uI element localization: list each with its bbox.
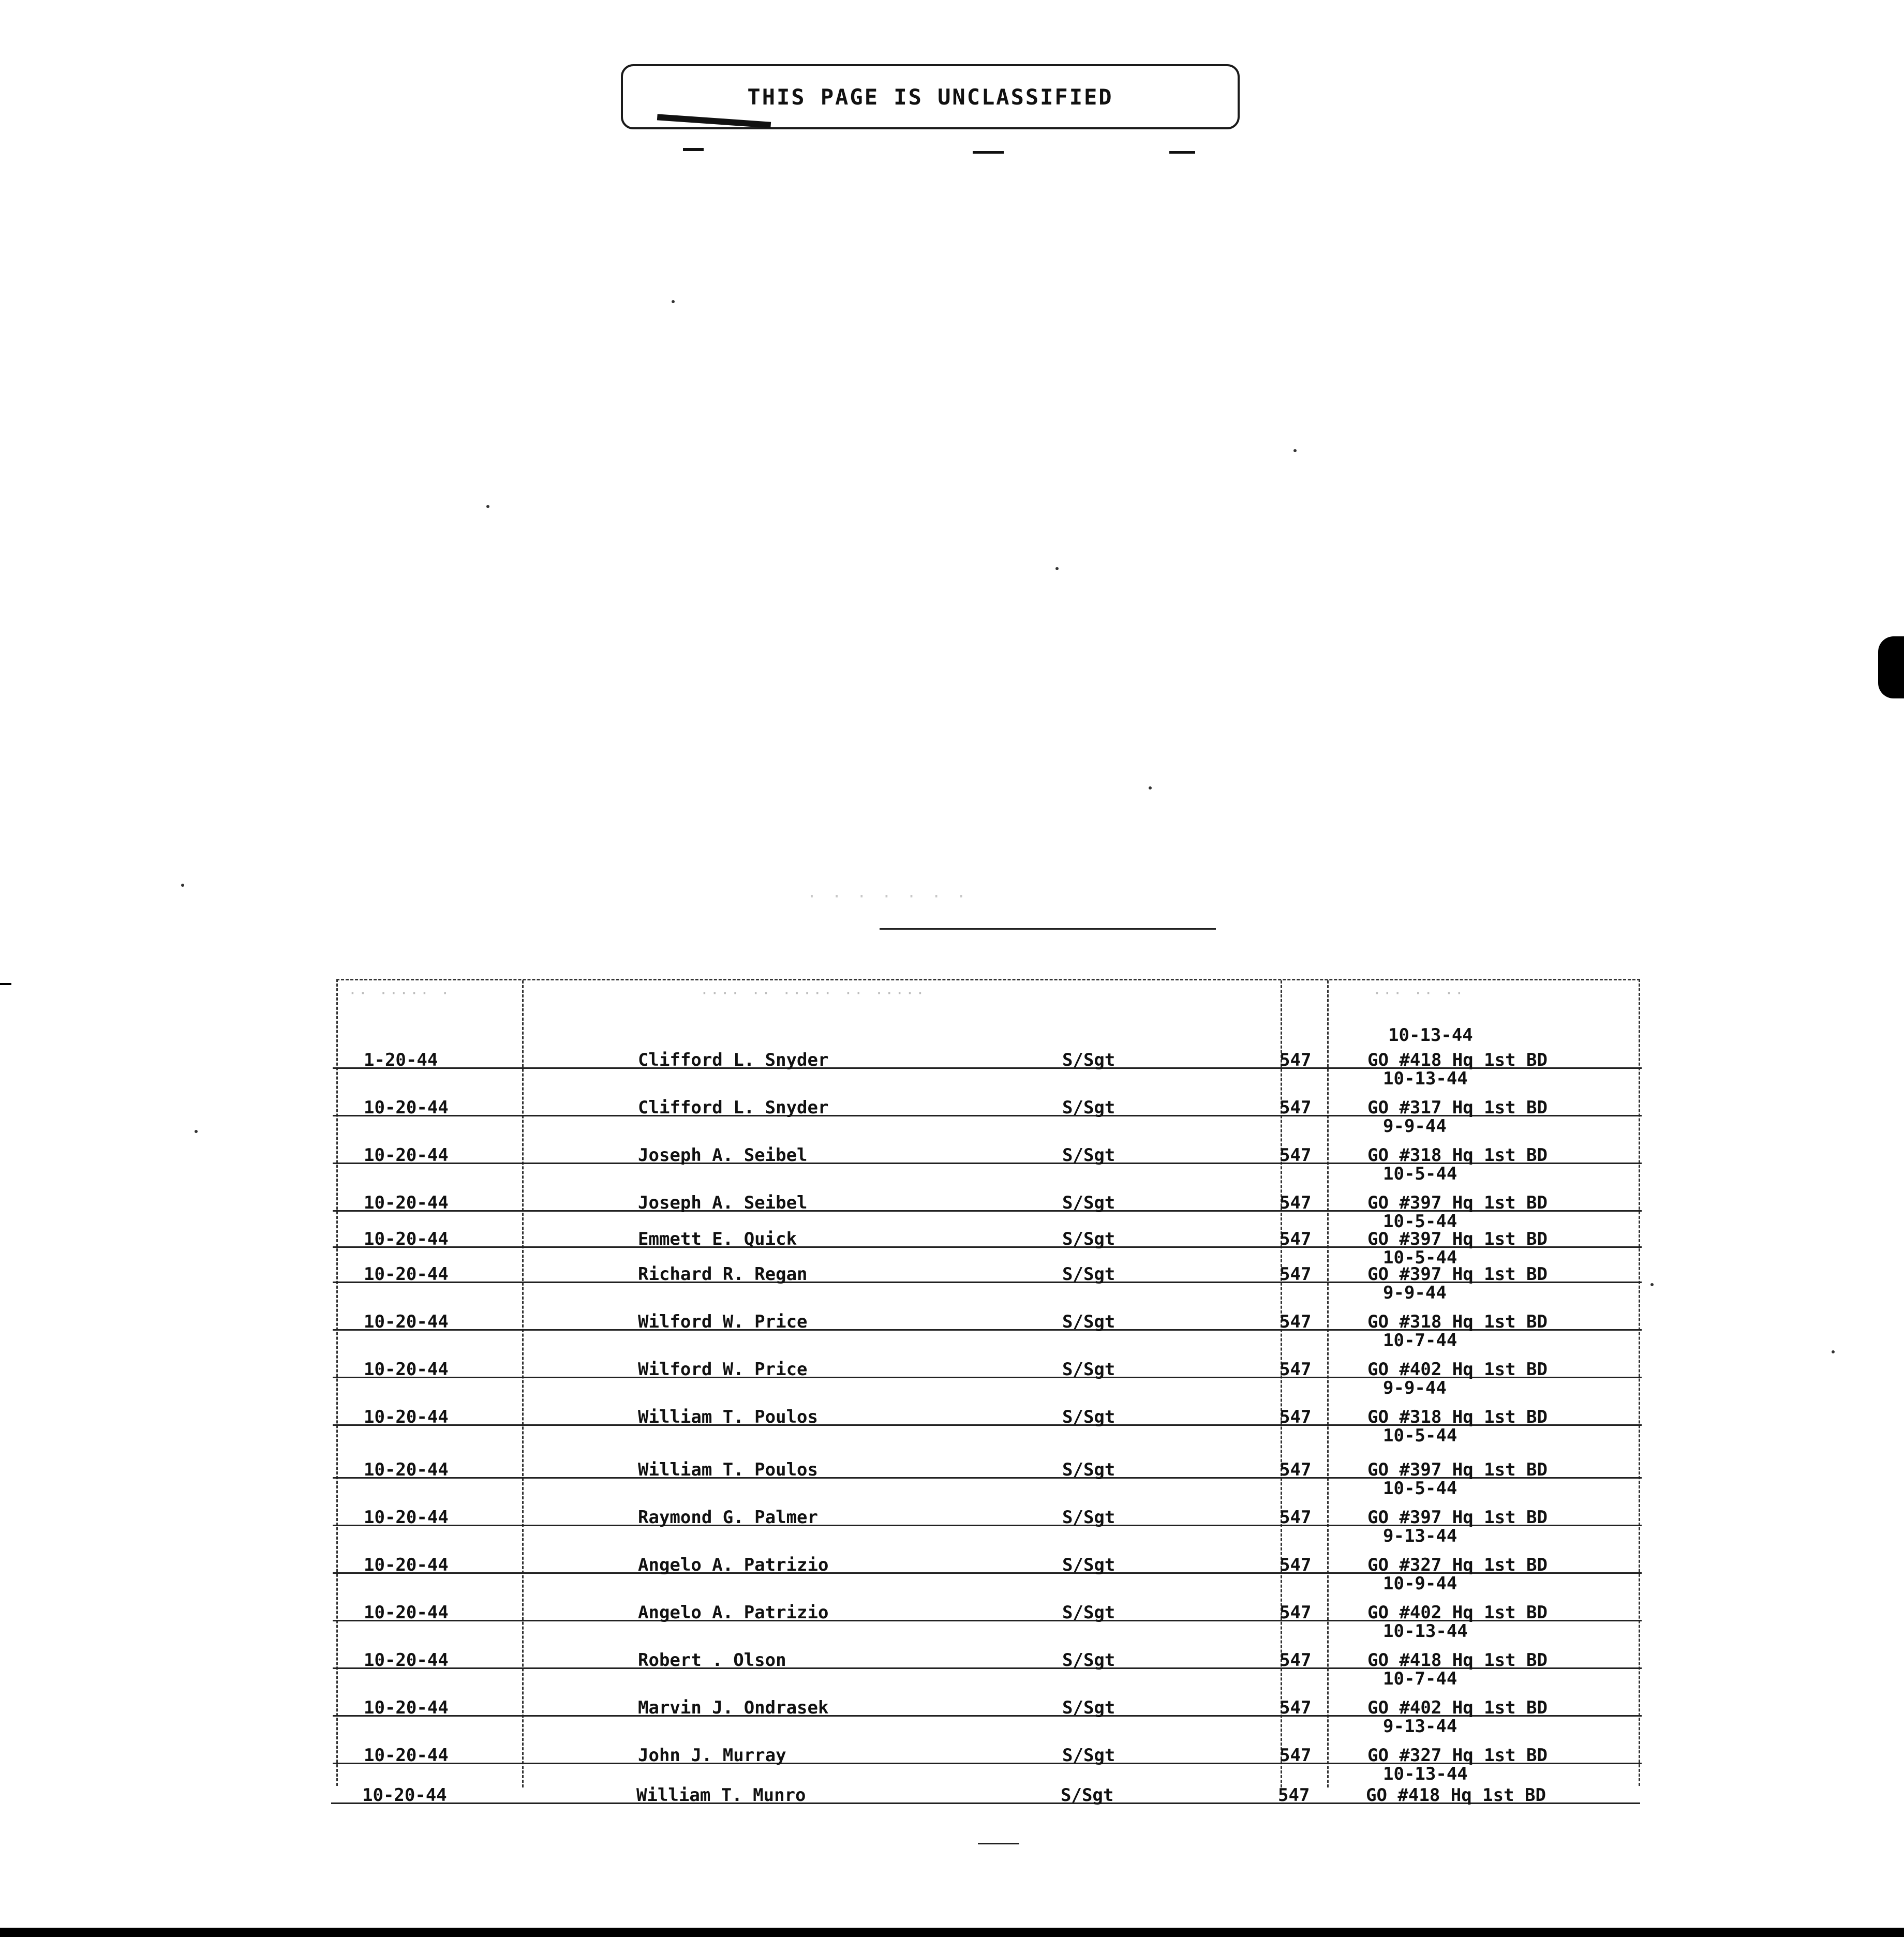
grade-cell: S/Sgt [1062, 1264, 1115, 1285]
name-cell: William T. Poulos [638, 1459, 818, 1480]
name-cell: Wilford W. Price [638, 1359, 808, 1380]
table-row [338, 1145, 1642, 1184]
table-row [338, 1229, 1642, 1268]
squadron-cell: 547 [1280, 1264, 1312, 1285]
name-cell: Clifford L. Snyder [638, 1097, 829, 1118]
authority-cell: 10-7-44 [1383, 1330, 1457, 1351]
table-row [338, 1097, 1642, 1137]
name-cell: Richard R. Regan [638, 1264, 808, 1285]
table-row [336, 1785, 1640, 1816]
grade-cell: S/Sgt [1062, 1229, 1115, 1249]
date-cell: 10-20-44 [364, 1697, 449, 1718]
speck [181, 884, 184, 887]
name-cell: Joseph A. Seibel [638, 1145, 808, 1166]
grade-cell: S/Sgt [1062, 1507, 1115, 1528]
order-cell: GO #327 Hq 1st BD [1367, 1555, 1548, 1575]
name-cell: Robert . Olson [638, 1650, 786, 1671]
order-cell: GO #402 Hq 1st BD [1367, 1697, 1548, 1718]
order-cell: GO #397 Hq 1st BD [1367, 1507, 1548, 1528]
date-cell: 10-20-44 [364, 1097, 449, 1118]
name-cell: Marvin J. Ondrasek [638, 1697, 829, 1718]
table-row [338, 1697, 1642, 1737]
squadron-cell: 547 [1280, 1602, 1312, 1623]
name-cell: John J. Murray [638, 1745, 786, 1766]
date-cell: 10-20-44 [364, 1264, 449, 1285]
squadron-cell: 547 [1280, 1312, 1312, 1332]
squadron-cell: 547 [1280, 1359, 1312, 1380]
speck [1293, 449, 1297, 452]
order-cell: GO #397 Hq 1st BD [1367, 1193, 1548, 1213]
grade-cell: S/Sgt [1062, 1359, 1115, 1380]
name-cell: William T. Munro [636, 1785, 806, 1806]
squadron-cell: 547 [1280, 1229, 1312, 1249]
name-cell: William T. Poulos [638, 1407, 818, 1427]
authority-cell: 10-13-44 [1383, 1764, 1468, 1784]
name-cell: Angelo A. Patrizio [638, 1602, 829, 1623]
order-cell: GO #418 Hq 1st BD [1366, 1785, 1546, 1806]
speck [1650, 1283, 1654, 1286]
ink-smudge [1169, 151, 1195, 154]
squadron-cell: 547 [1280, 1459, 1312, 1480]
table-row [338, 1745, 1642, 1784]
authority-cell: 10-5-44 [1383, 1247, 1457, 1268]
order-cell: GO #318 Hq 1st BD [1367, 1145, 1548, 1166]
order-cell: GO #318 Hq 1st BD [1367, 1312, 1548, 1332]
grade-cell: S/Sgt [1062, 1745, 1115, 1766]
ink-smudge [683, 148, 704, 151]
speck [1055, 567, 1059, 570]
personnel-table [336, 979, 1640, 1786]
squadron-cell: 547 [1280, 1193, 1312, 1213]
squadron-cell: 547 [1280, 1507, 1312, 1528]
ink-smudge [973, 151, 1004, 154]
authority-cell: 10-13-44 [1383, 1068, 1468, 1089]
order-cell: GO #397 Hq 1st BD [1367, 1459, 1548, 1480]
squadron-cell: 547 [1280, 1697, 1312, 1718]
grade-cell: S/Sgt [1062, 1145, 1115, 1166]
scan-edge-artifact [0, 983, 11, 985]
authority-cell: 9-13-44 [1383, 1716, 1457, 1737]
speck [486, 505, 489, 508]
table-row [338, 1359, 1642, 1398]
squadron-cell: 547 [1280, 1050, 1312, 1070]
authority-cell: 10-5-44 [1383, 1478, 1457, 1499]
name-cell: Emmett E. Quick [638, 1229, 797, 1249]
date-cell: 10-20-44 [364, 1602, 449, 1623]
order-cell: GO #318 Hq 1st BD [1367, 1407, 1548, 1427]
order-cell: GO #402 Hq 1st BD [1367, 1602, 1548, 1623]
table-row [338, 1602, 1642, 1642]
page-number-underline [978, 1843, 1019, 1844]
column-header-faint: ···· ·· ····· ·· ····· [700, 985, 926, 1002]
authority-cell: 9-9-44 [1383, 1378, 1447, 1398]
scan-edge-artifact [1878, 636, 1904, 698]
squadron-cell: 547 [1280, 1097, 1312, 1118]
date-cell: 10-20-44 [362, 1785, 447, 1806]
faint-heading: · · · · · · · [807, 888, 969, 906]
squadron-cell: 547 [1280, 1650, 1312, 1671]
table-row [338, 1407, 1642, 1446]
authority-cell: 10-7-44 [1383, 1668, 1457, 1689]
date-cell: 10-20-44 [364, 1555, 449, 1575]
authority-cell: 10-5-44 [1383, 1164, 1457, 1184]
column-header-faint: ··· ·· ·· [1373, 985, 1465, 1002]
table-row [338, 1507, 1642, 1546]
squadron-cell: 547 [1280, 1145, 1312, 1166]
table-row [338, 1312, 1642, 1351]
date-cell: 10-20-44 [364, 1650, 449, 1671]
name-cell: Wilford W. Price [638, 1312, 808, 1332]
date-cell: 10-20-44 [364, 1507, 449, 1528]
date-cell: 1-20-44 [364, 1050, 438, 1070]
order-cell: GO #418 Hq 1st BD [1367, 1050, 1548, 1070]
grade-cell: S/Sgt [1062, 1407, 1115, 1427]
authority-cell: 10-5-44 [1383, 1211, 1457, 1232]
order-cell: GO #418 Hq 1st BD [1367, 1650, 1548, 1671]
squadron-cell: 547 [1278, 1785, 1310, 1806]
date-cell: 10-20-44 [364, 1312, 449, 1332]
authority-cell: 10-9-44 [1383, 1573, 1457, 1594]
table-row [338, 1050, 1642, 1089]
column-header-faint: ·· ····· · [348, 985, 451, 1002]
name-cell: Raymond G. Palmer [638, 1507, 818, 1528]
date-cell: 10-20-44 [364, 1459, 449, 1480]
table-row [338, 1193, 1642, 1232]
name-cell: Clifford L. Snyder [638, 1050, 829, 1070]
date-cell: 10-20-44 [364, 1229, 449, 1249]
name-cell: Joseph A. Seibel [638, 1193, 808, 1213]
grade-cell: S/Sgt [1062, 1555, 1115, 1575]
speck [1149, 786, 1152, 789]
grade-cell: S/Sgt [1062, 1650, 1115, 1671]
authority-cell: 10-5-44 [1383, 1425, 1457, 1446]
grade-cell: S/Sgt [1062, 1602, 1115, 1623]
speck [1832, 1350, 1835, 1353]
date-cell: 10-20-44 [364, 1193, 449, 1213]
order-cell: GO #397 Hq 1st BD [1367, 1229, 1548, 1249]
classification-text: THIS PAGE IS UNCLASSIFIED [747, 84, 1113, 110]
grade-cell: S/Sgt [1062, 1050, 1115, 1070]
date-cell: 10-20-44 [364, 1745, 449, 1766]
table-row [338, 1650, 1642, 1689]
table-row [338, 1459, 1642, 1499]
authority-date: 10-13-44 [1388, 1025, 1473, 1046]
date-cell: 10-20-44 [364, 1145, 449, 1166]
speck [672, 300, 675, 303]
grade-cell: S/Sgt [1062, 1193, 1115, 1213]
name-cell: Angelo A. Patrizio [638, 1555, 829, 1575]
order-cell: GO #317 Hq 1st BD [1367, 1097, 1548, 1118]
grade-cell: S/Sgt [1062, 1312, 1115, 1332]
grade-cell: S/Sgt [1061, 1785, 1114, 1806]
date-cell: 10-20-44 [364, 1407, 449, 1427]
caption-underline [880, 928, 1216, 930]
order-cell: GO #327 Hq 1st BD [1367, 1745, 1548, 1766]
order-cell: GO #397 Hq 1st BD [1367, 1264, 1548, 1285]
scan-bottom-edge [0, 1928, 1904, 1937]
authority-cell: 10-13-44 [1383, 1621, 1468, 1642]
squadron-cell: 547 [1280, 1407, 1312, 1427]
table-row [338, 1555, 1642, 1594]
authority-cell: 9-9-44 [1383, 1116, 1447, 1137]
authority-cell: 9-13-44 [1383, 1526, 1457, 1546]
authority-cell: 9-9-44 [1383, 1283, 1447, 1303]
date-cell: 10-20-44 [364, 1359, 449, 1380]
grade-cell: S/Sgt [1062, 1459, 1115, 1480]
order-cell: GO #402 Hq 1st BD [1367, 1359, 1548, 1380]
grade-cell: S/Sgt [1062, 1097, 1115, 1118]
grade-cell: S/Sgt [1062, 1697, 1115, 1718]
squadron-cell: 547 [1280, 1555, 1312, 1575]
squadron-cell: 547 [1280, 1745, 1312, 1766]
speck [195, 1130, 198, 1133]
table-row [338, 1264, 1642, 1303]
